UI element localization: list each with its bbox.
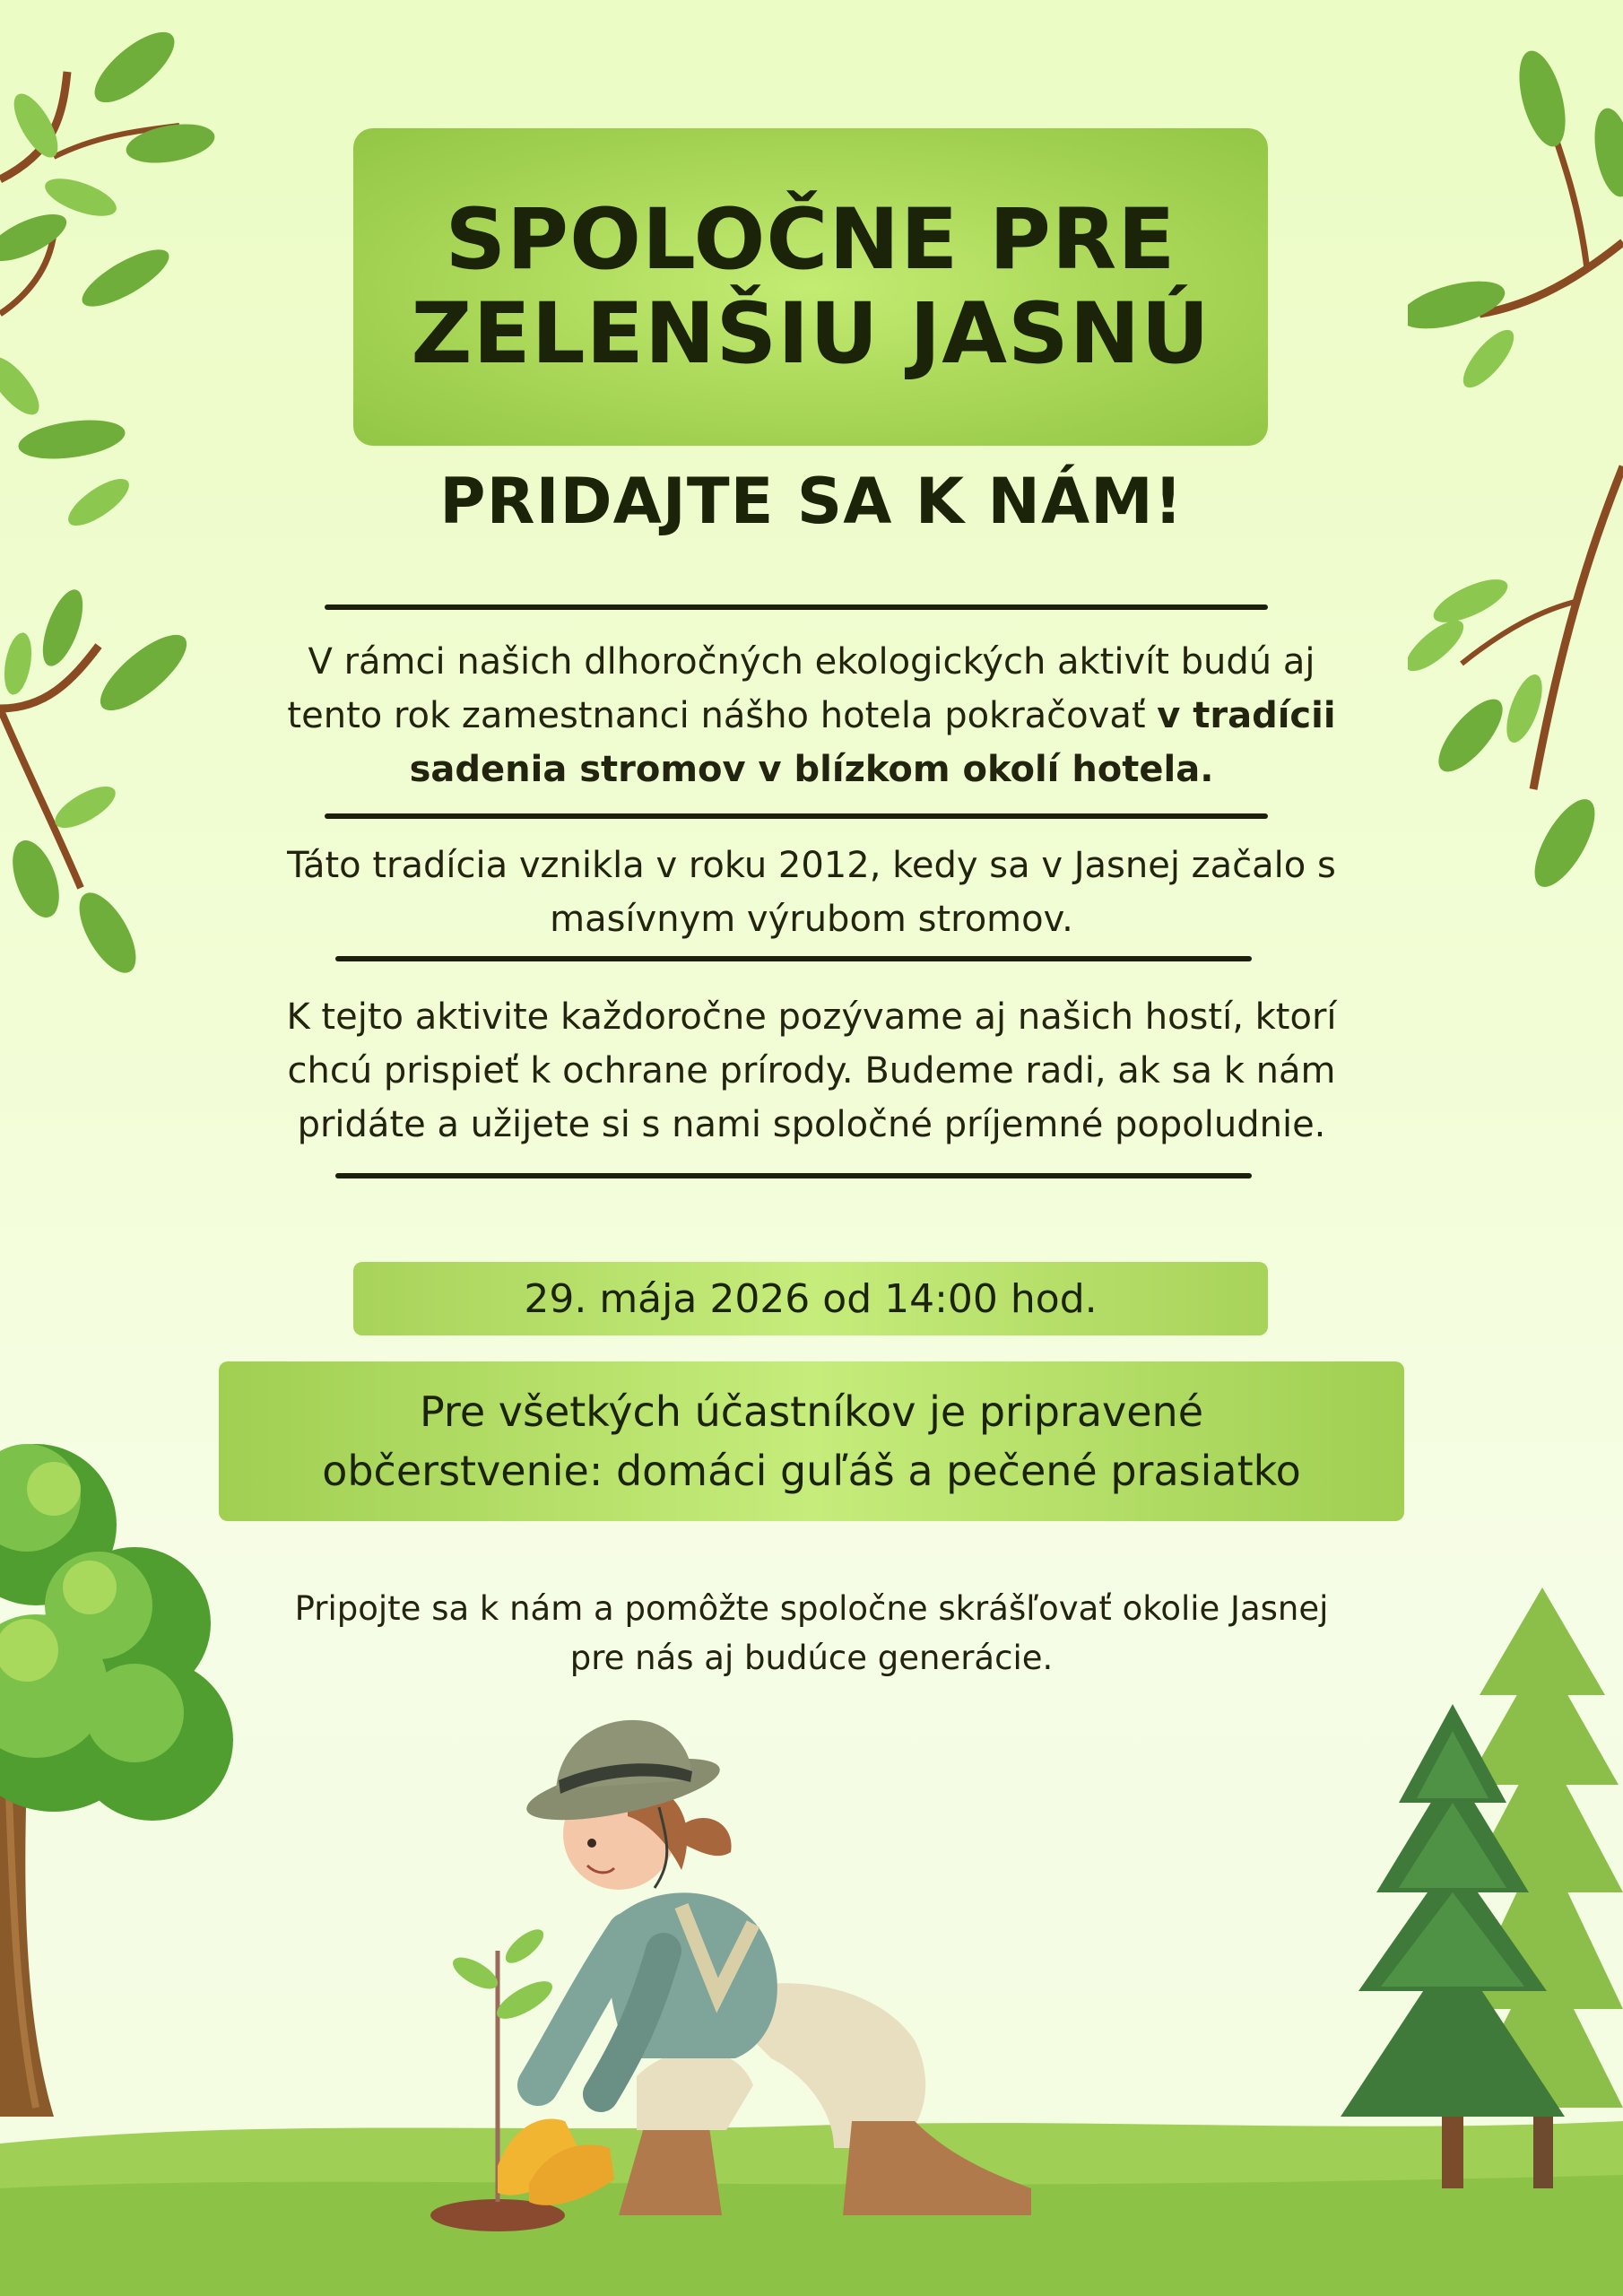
event-date: 29. mája 2026 od 14:00 hod. bbox=[524, 1275, 1098, 1322]
intro-line-3-bold: sadenia stromov v blízkom okolí hotela. bbox=[409, 749, 1214, 790]
intro-line-3 bbox=[179, 743, 1444, 796]
invitation-line-3: pridáte a užijete si s nami spoločné príjemné popoludnie. bbox=[297, 1104, 1326, 1145]
divider bbox=[325, 604, 1268, 610]
pine-trees-right bbox=[1309, 1587, 1623, 2206]
title-line-2: ZELENŠIU JASNÚ bbox=[411, 285, 1211, 383]
intro-line-2-text: tento rok zamestnanci nášho hotela pokračovať bbox=[287, 695, 1158, 736]
refreshments-line-2: občerstvenie: domáci guľáš a pečené prasiatko bbox=[322, 1447, 1301, 1495]
closing-paragraph bbox=[206, 1584, 1417, 1683]
intro-line-1: V rámci našich dlhoročných ekologických aktivít budú aj bbox=[308, 641, 1315, 683]
gardener-planting-illustration bbox=[412, 1700, 1058, 2247]
history-line-1: Táto tradícia vznikla v roku 2012, kedy sa v Jasnej začalo s bbox=[287, 845, 1336, 886]
refreshments-banner bbox=[219, 1361, 1404, 1521]
refreshments-line-1: Pre všetkých účastníkov je pripravené bbox=[420, 1387, 1203, 1436]
history-paragraph bbox=[179, 839, 1444, 946]
subtitle: PRIDAJTE SA K NÁM! bbox=[439, 465, 1184, 538]
leafy-branch-middle-left bbox=[0, 574, 206, 978]
title-banner bbox=[353, 128, 1268, 446]
divider bbox=[335, 956, 1252, 961]
intro-paragraph bbox=[179, 635, 1444, 796]
title-line-1: SPOLOČNE PRE bbox=[445, 190, 1176, 289]
invitation-line-1: K tejto aktivite každoročne pozývame aj našich hostí, ktorí bbox=[286, 996, 1337, 1038]
divider bbox=[325, 813, 1268, 819]
closing-line-1: Pripojte sa k nám a pomôžte spoločne skrášľovať okolie Jasnej bbox=[294, 1589, 1329, 1628]
invitation-line-2: chcú prispieť k ochrane prírody. Budeme radi, ak sa k nám bbox=[287, 1050, 1336, 1091]
divider bbox=[335, 1173, 1252, 1178]
intro-line-2-bold: v tradícii bbox=[1157, 695, 1336, 736]
history-line-2: masívnym výrubom stromov. bbox=[550, 899, 1073, 940]
deciduous-tree-left bbox=[0, 1417, 242, 2135]
intro-line-2 bbox=[179, 689, 1444, 743]
closing-line-2: pre nás aj budúce generácie. bbox=[569, 1639, 1054, 1677]
event-date-banner bbox=[353, 1262, 1268, 1335]
invitation-paragraph bbox=[179, 990, 1444, 1152]
leafy-branch-top-left bbox=[0, 0, 215, 538]
